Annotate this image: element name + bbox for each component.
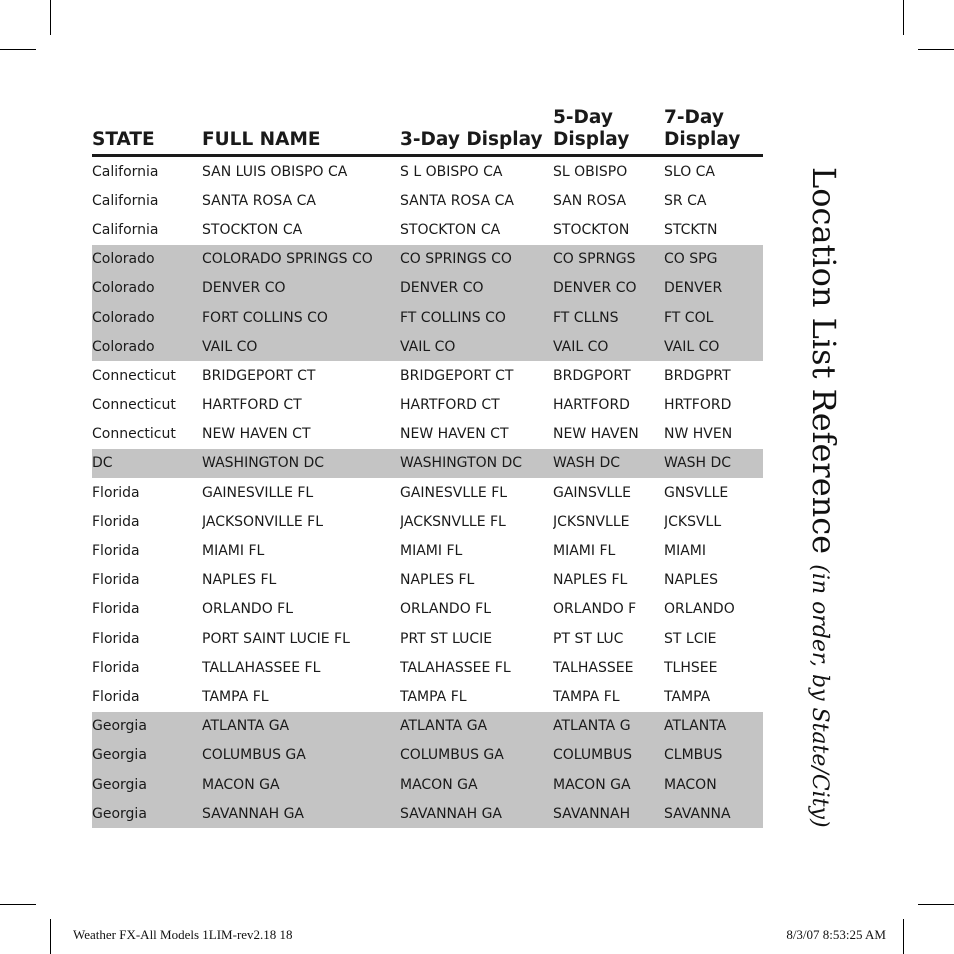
table-cell: ATLANTA G — [553, 712, 664, 741]
table-cell: COLUMBUS GA — [400, 741, 553, 770]
table-row — [92, 507, 763, 536]
table-cell: TALAHASSEE FL — [400, 659, 511, 676]
table-cell: SAVANNAH — [553, 799, 664, 828]
table-cell: NEW HAVEN CT — [400, 426, 509, 443]
table-cell: Georgia — [92, 712, 202, 741]
table-cell: NAPLES FL — [553, 572, 628, 589]
table-row — [92, 156, 763, 187]
header-7-day-display: 7-Day Display — [664, 104, 763, 156]
table-cell: WASH DC — [664, 449, 763, 478]
table-cell: CO SPG — [664, 245, 763, 274]
table-cell: Connecticut — [92, 397, 176, 414]
table-cell: MACON GA — [202, 770, 400, 799]
table-body — [92, 156, 763, 829]
table-cell: GAINESVILLE FL — [202, 484, 314, 501]
table-row — [92, 653, 763, 682]
table-row — [92, 303, 763, 332]
crop-mark-top-right — [903, 0, 904, 35]
table-cell: NAPLES FL — [400, 572, 475, 589]
table-row — [92, 186, 763, 215]
table-cell: Georgia — [92, 741, 202, 770]
table-cell: VAIL CO — [664, 332, 763, 361]
table-cell: ATLANTA GA — [400, 712, 553, 741]
table-cell: TAMPA FL — [400, 688, 467, 705]
header-full-name: FULL NAME — [202, 104, 400, 156]
table-cell: STCKTN — [664, 221, 718, 238]
table-cell: GAINSVLLE — [553, 484, 631, 501]
table-cell: MACON GA — [400, 770, 553, 799]
table-cell: COLORADO SPRINGS CO — [202, 245, 400, 274]
table-cell: BRIDGEPORT CT — [202, 367, 316, 384]
table-cell: California — [92, 221, 159, 238]
table-cell: Colorado — [92, 332, 202, 361]
table-cell: ORLANDO FL — [202, 601, 294, 618]
table-cell: TALLAHASSEE FL — [202, 659, 321, 676]
table-cell: Connecticut — [92, 426, 176, 443]
table-cell: WASHINGTON DC — [400, 449, 553, 478]
side-title — [805, 167, 843, 828]
table-cell: SL OBISPO — [553, 163, 628, 180]
crop-mark-right-top — [918, 49, 954, 50]
header-5-day-display: 5-Day Display — [553, 104, 664, 156]
table-cell: Georgia — [92, 799, 202, 828]
table-cell: JACKSONVILLE FL — [202, 513, 324, 530]
table-cell: Colorado — [92, 303, 202, 332]
table-row — [92, 682, 763, 711]
table-cell: VAIL CO — [202, 332, 400, 361]
table-cell: MIAMI FL — [400, 543, 463, 560]
side-title-sub: (in order, by State/City) — [807, 564, 832, 828]
table-row — [92, 478, 763, 507]
table-cell: WASH DC — [553, 449, 664, 478]
table-cell: VAIL CO — [553, 332, 664, 361]
table-cell: Colorado — [92, 245, 202, 274]
crop-mark-left-top — [0, 49, 36, 50]
table-cell: Florida — [92, 659, 140, 676]
table-cell: BRDGPRT — [664, 367, 731, 384]
table-cell: CO SPRINGS CO — [400, 245, 553, 274]
table-cell: CO SPRNGS — [553, 245, 664, 274]
table-cell: Florida — [92, 543, 140, 560]
table-cell: TAMPA FL — [202, 688, 269, 705]
location-table — [92, 104, 763, 828]
crop-mark-right-bottom — [918, 904, 954, 905]
table-header-row — [92, 104, 763, 156]
table-row — [92, 624, 763, 653]
table-cell: SAVANNAH GA — [400, 799, 553, 828]
table-cell: VAIL CO — [400, 332, 553, 361]
table-row — [92, 595, 763, 624]
table-cell: SAVANNA — [664, 799, 763, 828]
table-cell: JCKSNVLLE — [553, 513, 630, 530]
table-cell: GNSVLLE — [664, 484, 729, 501]
table-cell: HARTFORD — [553, 397, 630, 414]
table-cell: DENVER CO — [553, 274, 664, 303]
table-cell: ATLANTA — [664, 712, 763, 741]
table-cell: STOCKTON CA — [400, 221, 501, 238]
table-cell: COLUMBUS — [553, 741, 664, 770]
table-cell: DENVER CO — [202, 274, 400, 303]
table-cell: Florida — [92, 688, 140, 705]
side-title-main: Location List Reference — [805, 167, 843, 555]
table-cell: SAN LUIS OBISPO CA — [202, 163, 348, 180]
table-cell: GAINESVLLE FL — [400, 484, 508, 501]
table-cell: STOCKTON CA — [202, 221, 303, 238]
table-cell: DC — [92, 449, 202, 478]
table-cell: Georgia — [92, 770, 202, 799]
table-cell: California — [92, 192, 159, 209]
table-cell: HARTFORD CT — [400, 397, 500, 414]
table-cell: SANTA ROSA CA — [400, 192, 514, 209]
table-cell: COLUMBUS GA — [202, 741, 400, 770]
table-row — [92, 420, 763, 449]
table-cell: Florida — [92, 484, 140, 501]
table-cell: DENVER CO — [400, 274, 553, 303]
table-cell: SAN ROSA — [553, 192, 627, 209]
table-cell: ATLANTA GA — [202, 712, 400, 741]
table-cell: TALHASSEE — [553, 659, 634, 676]
table-cell: CLMBUS — [664, 741, 763, 770]
table-cell: Florida — [92, 572, 140, 589]
table-cell: BRIDGEPORT CT — [400, 367, 514, 384]
table-cell: MACON — [664, 770, 763, 799]
table-row — [92, 770, 763, 799]
table-row — [92, 536, 763, 565]
table-cell: MACON GA — [553, 770, 664, 799]
header-state: STATE — [92, 104, 202, 156]
table-cell: FT COLLINS CO — [400, 303, 553, 332]
table-row — [92, 215, 763, 244]
crop-mark-left-bottom — [0, 904, 36, 905]
table-cell: DENVER — [664, 274, 763, 303]
table-cell: SAVANNAH GA — [202, 799, 400, 828]
table-cell: SR CA — [664, 192, 707, 209]
table-row — [92, 566, 763, 595]
table-row — [92, 245, 763, 274]
table-cell: MIAMI — [664, 543, 706, 560]
table-cell: JACKSNVLLE FL — [400, 513, 506, 530]
footer-right: 8/3/07 8:53:25 AM — [786, 927, 886, 942]
table-cell: TAMPA — [664, 688, 711, 705]
table-row — [92, 799, 763, 828]
table-cell: JCKSVLL — [664, 513, 722, 530]
table-cell: Florida — [92, 513, 140, 530]
table-row — [92, 741, 763, 770]
table-cell: PORT SAINT LUCIE FL — [202, 630, 350, 647]
table-cell: NAPLES FL — [202, 572, 277, 589]
table-cell: ORLANDO F — [553, 601, 637, 618]
table-cell: Connecticut — [92, 367, 176, 384]
table-row — [92, 274, 763, 303]
table-cell: NAPLES — [664, 572, 719, 589]
table-cell: PRT ST LUCIE — [400, 630, 493, 647]
table-cell: FORT COLLINS CO — [202, 303, 400, 332]
table-cell: SLO CA — [664, 163, 716, 180]
table-cell: STOCKTON — [553, 221, 630, 238]
table-cell: Colorado — [92, 274, 202, 303]
crop-mark-top-left — [50, 0, 51, 35]
table-cell: HARTFORD CT — [202, 397, 302, 414]
table-cell: FT CLLNS — [553, 303, 664, 332]
crop-mark-bottom-right — [903, 919, 904, 954]
table-cell: MIAMI FL — [202, 543, 265, 560]
table-cell: ORLANDO — [664, 601, 735, 618]
table-cell: MIAMI FL — [553, 543, 616, 560]
table-row — [92, 391, 763, 420]
table-cell: TLHSEE — [664, 659, 718, 676]
table-cell: ORLANDO FL — [400, 601, 492, 618]
table-cell: FT COL — [664, 303, 763, 332]
table-row — [92, 449, 763, 478]
table-cell: ST LCIE — [664, 630, 717, 647]
table-cell: SANTA ROSA CA — [202, 192, 316, 209]
table-cell: NEW HAVEN CT — [202, 426, 311, 443]
header-3-day-display: 3-Day Display — [400, 104, 553, 156]
table-cell: Florida — [92, 630, 140, 647]
crop-mark-bottom-left — [50, 919, 51, 954]
table-cell: NW HVEN — [664, 426, 733, 443]
table-cell: NEW HAVEN — [553, 426, 639, 443]
table-cell: WASHINGTON DC — [202, 449, 400, 478]
table-cell: Florida — [92, 601, 140, 618]
table-cell: S L OBISPO CA — [400, 163, 503, 180]
table-row — [92, 332, 763, 361]
table-cell: California — [92, 163, 159, 180]
table-cell: BRDGPORT — [553, 367, 631, 384]
table-row — [92, 361, 763, 390]
table-cell: PT ST LUC — [553, 630, 624, 647]
table-row — [92, 712, 763, 741]
table-cell: TAMPA FL — [553, 688, 620, 705]
table-cell: HRTFORD — [664, 397, 732, 414]
footer-left: Weather FX-All Models 1LIM-rev2.18 18 — [73, 927, 293, 942]
